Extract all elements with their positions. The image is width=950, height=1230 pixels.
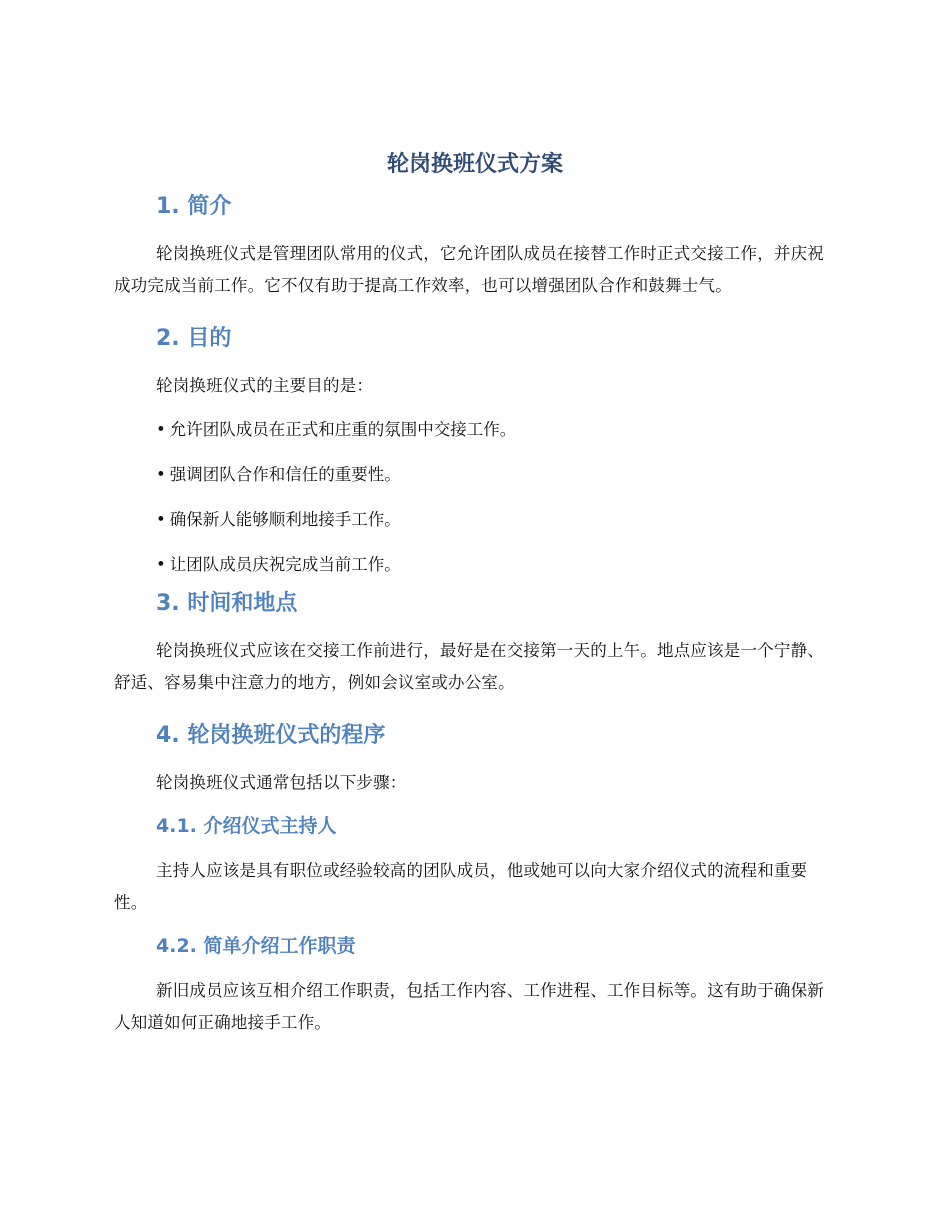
list-item-text: 确保新人能够顺利地接手工作。	[169, 510, 401, 529]
list-item	[156, 504, 836, 536]
list-item-text: 让团队成员庆祝完成当前工作。	[169, 555, 401, 574]
bullet-icon: •	[156, 510, 166, 529]
section-heading-intro: 1. 简介	[156, 194, 232, 219]
list-item	[156, 459, 836, 491]
section-paragraph-intro: 轮岗换班仪式是管理团队常用的仪式，它允许团队成员在接替工作时正式交接工作，并庆祝成功完成当前工作。它不仅有助于提高工作效率，也可以增强团队合作和鼓舞士气。	[114, 244, 824, 295]
bullet-icon: •	[156, 555, 166, 574]
bullet-icon: •	[156, 465, 166, 484]
subsection-heading-duties: 4.2. 简单介绍工作职责	[156, 935, 356, 957]
list-item-text: 强调团队合作和信任的重要性。	[169, 465, 401, 484]
section-paragraph-purpose: 轮岗换班仪式的主要目的是：	[156, 376, 374, 395]
section-paragraph-procedure: 轮岗换班仪式通常包括以下步骤：	[156, 773, 407, 792]
subsection-heading-host: 4.1. 介绍仪式主持人	[156, 815, 337, 837]
section-heading-procedure: 4. 轮岗换班仪式的程序	[156, 723, 386, 748]
purpose-bullet-list	[114, 414, 836, 581]
list-item	[156, 549, 836, 581]
document-body	[114, 190, 836, 1039]
subsection-paragraph-duties: 新旧成员应该互相介绍工作职责，包括工作内容、工作进程、工作目标等。这有助于确保新人知道如何正确地接手工作。	[114, 981, 824, 1032]
section-paragraph-time-place: 轮岗换班仪式应该在交接工作前进行，最好是在交接第一天的上午。地点应该是一个宁静、舒适、容易集中注意力的地方，例如会议室或办公室。	[114, 641, 824, 692]
bullet-icon: •	[156, 420, 166, 439]
section-heading-purpose: 2. 目的	[156, 326, 232, 351]
subsection-paragraph-host: 主持人应该是具有职位或经验较高的团队成员，他或她可以向大家介绍仪式的流程和重要性。	[114, 861, 808, 912]
document-title: 轮岗换班仪式方案	[386, 152, 563, 177]
list-item	[156, 414, 836, 446]
list-item-text: 允许团队成员在正式和庄重的氛围中交接工作。	[169, 420, 517, 439]
section-heading-time-place: 3. 时间和地点	[156, 591, 298, 616]
